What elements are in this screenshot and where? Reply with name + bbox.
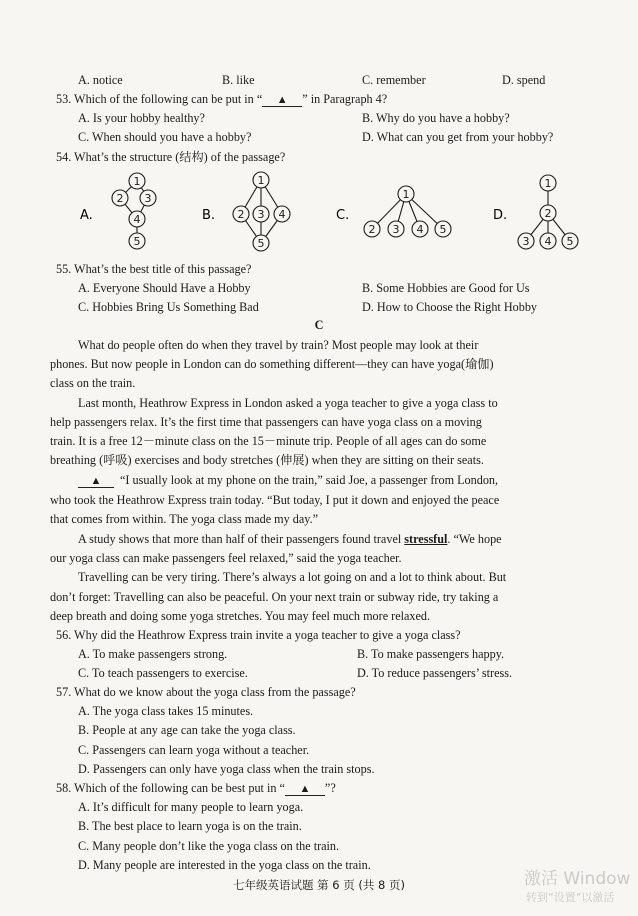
- q57-option-b: B. People at any age can take the yoga class.: [78, 723, 296, 737]
- q54-label-b: B.: [202, 208, 216, 223]
- q57-option-d: D. Passengers can only have yoga class when the train stops.: [78, 762, 375, 776]
- passage-line: who took the Heathrow Express train today. “But today, I put it down and enjoyed the peace: [50, 493, 500, 507]
- q53-stem-pre: 53. Which of the following can be put in “: [56, 92, 263, 106]
- q53-stem: [56, 91, 387, 107]
- q53-option-b: B. Why do you have a hobby?: [362, 111, 510, 125]
- q52-option-b: B. like: [222, 73, 255, 87]
- q55-option-b: B. Some Hobbies are Good for Us: [362, 281, 530, 295]
- q55-option-a: A. Everyone Should Have a Hobby: [78, 281, 251, 295]
- q57-option-a: A. The yoga class takes 15 minutes.: [78, 704, 254, 718]
- q58-blank: [285, 783, 325, 796]
- section-c-heading: C: [314, 318, 324, 332]
- diagram-node-number: 5: [566, 235, 574, 248]
- passage-line: Travelling can be very tiring. There’s always a lot going on and a lot to think about. But: [78, 570, 507, 584]
- diagram-node-number: 1: [133, 175, 141, 188]
- q52-option-a: A. notice: [78, 73, 123, 87]
- q56-option-d: D. To reduce passengers’ stress.: [357, 666, 513, 680]
- passage-blank: [78, 475, 114, 488]
- q53-option-a: A. Is your hobby healthy?: [78, 111, 205, 125]
- q52-option-c: C. remember: [362, 73, 426, 87]
- activation-watermark-title: 激活 Window: [524, 869, 631, 889]
- q58-stem-post: ”?: [324, 781, 336, 795]
- passage-line: [78, 531, 502, 547]
- diagram-node-number: 3: [522, 235, 530, 248]
- q58-stem-pre: 58. Which of the following can be best put in “: [56, 781, 285, 795]
- q54-label-c: C.: [336, 208, 350, 223]
- q54-label-a: A.: [80, 208, 93, 223]
- diagram-node-number: 3: [257, 208, 265, 221]
- diagram-node-number: 2: [237, 208, 245, 221]
- q54-label-d: D.: [493, 208, 508, 223]
- passage-line: What do people often do when they travel by train? Most people may look at their: [78, 338, 479, 352]
- q56-option-b: B. To make passengers happy.: [357, 647, 505, 661]
- diagram-node-number: 4: [544, 235, 552, 248]
- passage-line: train. It is a free 12－minute class on the 15－minute trip. People of all ages can do some: [50, 434, 487, 448]
- diagram-node-number: 2: [116, 192, 124, 205]
- triangle-icon: ▲: [90, 475, 102, 487]
- passage-line: Last month, Heathrow Express in London asked a yoga teacher to give a yoga class to: [78, 396, 498, 410]
- diagram-node-number: 5: [439, 223, 447, 236]
- q53-option-c: C. When should you have a hobby?: [78, 130, 252, 144]
- diagram-node-number: 5: [133, 235, 141, 248]
- q55-option-d: D. How to Choose the Right Hobby: [362, 300, 538, 314]
- q56-option-c: C. To teach passengers to exercise.: [78, 666, 248, 680]
- q56-stem: 56. Why did the Heathrow Express train invite a yoga teacher to give a yoga class?: [56, 628, 461, 642]
- passage-line: don’t forget: Travelling can also be peaceful. On your next train or subway ride, try taking a: [50, 590, 499, 604]
- diagram-node-number: 4: [278, 208, 286, 221]
- diagram-node-number: 2: [544, 207, 552, 220]
- passage-text: . “We hope: [447, 532, 502, 546]
- q53-blank: [262, 94, 302, 107]
- q58-option-c: C. Many people don’t like the yoga class on the train.: [78, 839, 340, 853]
- diagram-node-number: 3: [144, 192, 152, 205]
- q52-option-d: D. spend: [502, 73, 546, 87]
- q55-stem: 55. What’s the best title of this passage?: [56, 262, 252, 276]
- diagram-node-number: 1: [257, 174, 265, 187]
- q55-option-c: C. Hobbies Bring Us Something Bad: [78, 300, 259, 314]
- triangle-icon: ▲: [276, 94, 288, 106]
- passage-line: deep breath and doing some yoga stretches. You may feel much more relaxed.: [50, 609, 431, 623]
- q57-stem: 57. What do we know about the yoga class from the passage?: [56, 685, 356, 699]
- q57-option-c: C. Passengers can learn yoga without a teacher.: [78, 743, 310, 757]
- diagram-node-number: 1: [402, 188, 410, 201]
- diagram-node-number: 4: [133, 213, 141, 226]
- passage-line: breathing (呼吸) exercises and body stretches (伸展) when they are sitting on their seats.: [50, 453, 484, 467]
- q53-option-d: D. What can you get from your hobby?: [362, 130, 554, 144]
- page-footer: 七年级英语试题 第 6 页 (共 8 页): [232, 878, 406, 892]
- q58-stem: [56, 780, 336, 796]
- diagram-node-number: 2: [368, 223, 376, 236]
- passage-line: class on the train.: [50, 376, 136, 390]
- passage-line: [78, 472, 498, 488]
- q58-option-d: D. Many people are interested in the yoga class on the train.: [78, 858, 371, 872]
- q58-option-a: A. It’s difficult for many people to learn yoga.: [78, 800, 304, 814]
- passage-text: “I usually look at my phone on the train,” said Joe, a passenger from London,: [120, 473, 499, 487]
- passage-line: that comes from within. The yoga class made my day.”: [50, 512, 319, 526]
- triangle-icon: ▲: [299, 783, 311, 795]
- q54-stem: 54. What’s the structure (结构) of the passage?: [56, 150, 286, 164]
- passage-text: A study shows that more than half of their passengers found travel: [78, 532, 405, 546]
- passage-line: phones. But now people in London can do something different—they can have yoga(瑜伽): [50, 357, 494, 371]
- q56-option-a: A. To make passengers strong.: [78, 647, 228, 661]
- underlined-word: stressful: [404, 532, 448, 546]
- diagram-node-number: 4: [416, 223, 424, 236]
- structure-diagrams: [0, 167, 638, 259]
- passage-line: help passengers relax. It’s the first time that passengers can have yoga class on a moving: [50, 415, 482, 429]
- diagram-node-number: 5: [257, 237, 265, 250]
- diagram-node-number: 1: [544, 177, 552, 190]
- q58-option-b: B. The best place to learn yoga is on the train.: [78, 819, 302, 833]
- q53-stem-post: ” in Paragraph 4?: [302, 92, 388, 106]
- diagram-node-number: 3: [392, 223, 400, 236]
- activation-watermark-subtitle: 转到“设置”以激活: [526, 891, 615, 904]
- passage-line: our yoga class can make passengers feel relaxed,” said the yoga teacher.: [50, 551, 402, 565]
